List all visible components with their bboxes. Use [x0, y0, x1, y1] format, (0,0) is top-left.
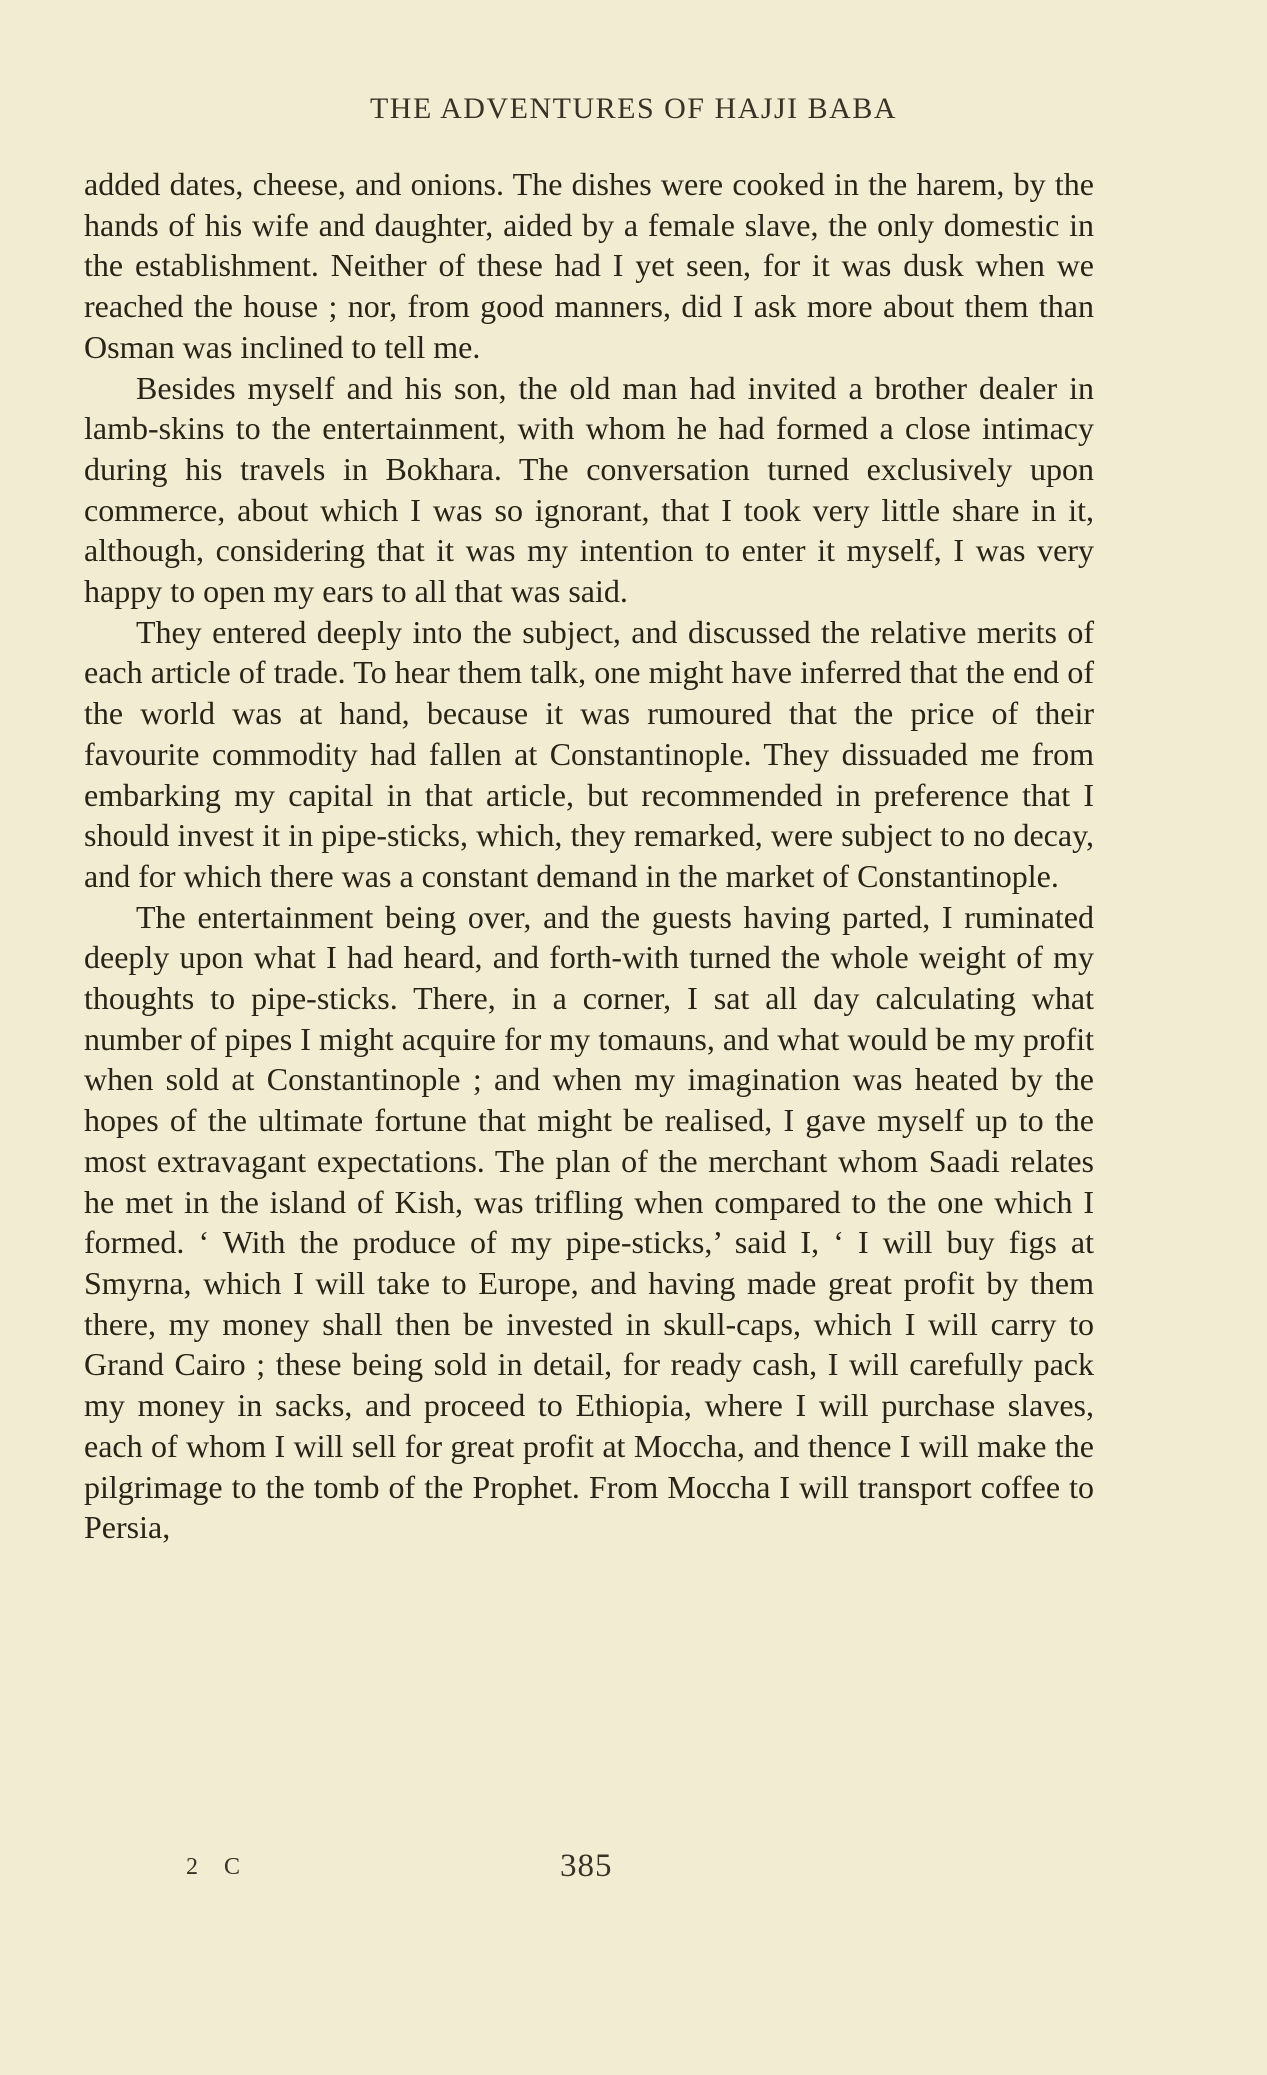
signature-mark: 2 C [186, 1854, 251, 1880]
paragraph-2: Besides myself and his son, the old man had invited a brother dealer in lamb-skins to the entertainment, with whom he had formed a close intimacy during his travels in Bokhara. The conversation turned exclusively upon commerce, about which I was so ignorant, that I took very little share in it, although, considering that it was my intention to enter it myself, I was very happy to open my ears to all that was said. [84, 369, 1094, 610]
paragraph-4: The entertainment being over, and the guests having parted, I ruminated deeply upon what I had heard, and forth-with turned the whole weight of my thoughts to pipe-sticks. There, in a corner, I sat all day calculating what number of pipes I might acquire for my tomauns, and what would be my profit when sold at Constantinople ; and when my imagination was heated by the hopes of the ultimate fortune that might be realised, I gave myself up to the most extravagant expectations. The plan of the merchant whom Saadi relates he met in the island of Kish, was trifling when compared to the one which I formed. ‘ With the produce of my pipe-sticks,’ said I, ‘ I will buy figs at Smyrna, which I will take to Europe, and having made great profit by them there, my money shall then be invested in skull-caps, which I will carry to Grand Cairo ; these being sold in detail, for ready cash, I will carefully pack my money in sacks, and proceed to Ethiopia, where I will purchase slaves, each of whom I will sell for great profit at Moccha, and thence I will make the pilgrimage to the tomb of the Prophet. From Moccha I will transport coffee to Persia, [84, 898, 1094, 1546]
body-text [84, 164, 1094, 1548]
paragraph-1: added dates, cheese, and onions. The dishes were cooked in the harem, by the hands of his wife and daughter, aided by a female slave, the only domestic in the establishment. Neither of these had I yet seen, for it was dusk when we reached the house ; nor, from good manners, did I ask more about them than Osman was inclined to tell me. [84, 166, 1094, 365]
page-footer [0, 1848, 1267, 1888]
running-head-title: THE ADVENTURES OF HAJJI BABA [369, 92, 898, 125]
paragraph-3: They entered deeply into the subject, and discussed the relative merits of each article of trade. To hear them talk, one might have inferred that the end of the world was at hand, because it was rumoured that the price of their favourite commodity had fallen at Constantinople. They dissuaded me from embarking my capital in that article, but recommended in preference that I should invest it in pipe-sticks, which, they remarked, were subject to no decay, and for which there was a constant demand in the market of Constantinople. [84, 613, 1094, 894]
page-number: 385 [560, 1848, 613, 1884]
